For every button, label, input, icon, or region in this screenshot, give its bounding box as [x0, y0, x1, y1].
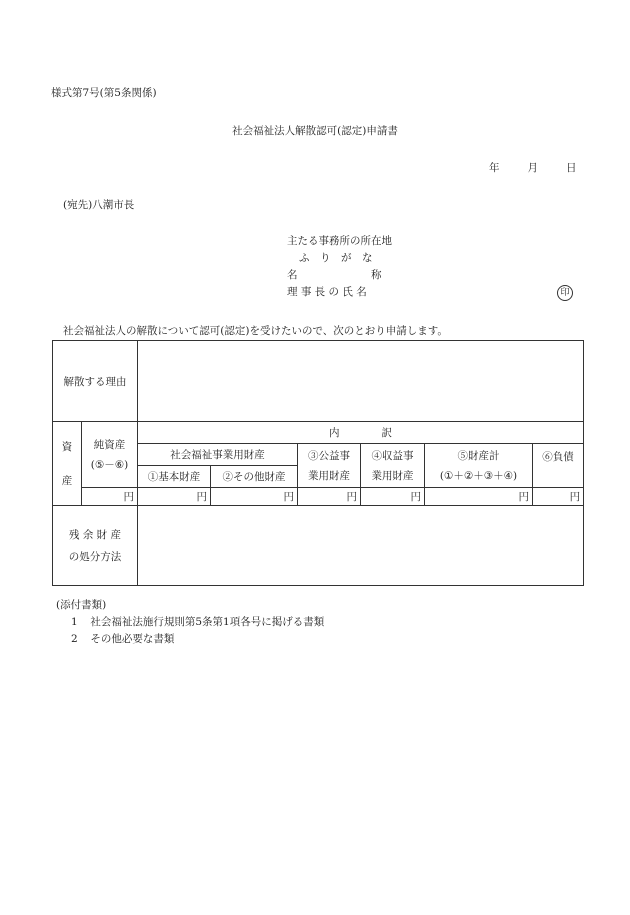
profit-amount[interactable]: 円 — [361, 488, 425, 506]
residual-label — [53, 506, 138, 586]
intro-text: 社会福祉法人の解散について認可(認定)を受けたいので、次のとおり申請します。 — [63, 325, 448, 337]
total-formula: (①＋②＋③＋④) — [439, 469, 518, 482]
total-amount[interactable]: 円 — [425, 488, 533, 506]
residual-label-line2: の処分方法 — [68, 550, 122, 563]
name-label: 名 称 — [287, 269, 382, 281]
breakdown-label: 内 訳 — [138, 422, 584, 444]
assets-label-top: 資 — [61, 440, 73, 453]
profit-line1: ④収益事 — [371, 449, 414, 462]
applicant-block — [287, 233, 577, 301]
attachment-number: 2 — [71, 633, 78, 645]
public-benefit-amount[interactable]: 円 — [298, 488, 361, 506]
total-label: ⑤財産計 — [457, 449, 500, 462]
assets-label-bottom: 産 — [61, 474, 73, 487]
net-assets-amount[interactable]: 円 — [82, 488, 138, 506]
attachment-item — [71, 614, 324, 631]
residual-label-line1: 残 余 財 産 — [68, 528, 121, 541]
furigana-label: ふ り が な — [299, 252, 373, 264]
date-month: 月 — [527, 162, 538, 174]
attachment-item — [71, 631, 324, 648]
assets-label — [53, 422, 82, 506]
basic-assets-header: ①基本財産 — [138, 466, 211, 488]
attachment-number: 1 — [71, 616, 78, 628]
representative-row — [287, 284, 577, 301]
net-assets-header — [82, 422, 138, 488]
basic-assets-amount[interactable]: 円 — [138, 488, 211, 506]
profit-line2: 業用財産 — [371, 469, 414, 482]
reason-label: 解散する理由 — [53, 341, 138, 422]
profit-header — [361, 444, 425, 488]
public-benefit-header — [298, 444, 361, 488]
office-location-label: 主たる事務所の所在地 — [287, 235, 392, 247]
addressee: (宛先)八潮市長 — [63, 199, 135, 211]
net-assets-label: 純資産 — [93, 438, 126, 451]
total-header — [425, 444, 533, 488]
public-benefit-line1: ③公益事 — [308, 449, 350, 462]
public-benefit-line2: 業用財産 — [308, 469, 350, 482]
attachment-text: その他必要な書類 — [90, 633, 175, 645]
other-assets-amount[interactable]: 円 — [211, 488, 298, 506]
attachments-title: (添付書類) — [56, 599, 107, 611]
reason-field[interactable] — [138, 341, 584, 422]
liabilities-amount[interactable]: 円 — [533, 488, 584, 506]
form-number: 様式第7号(第5条関係) — [51, 87, 157, 99]
date-line — [489, 160, 577, 175]
seal-mark: 印 — [557, 285, 573, 301]
date-year: 年 — [489, 162, 500, 174]
residual-row — [53, 506, 584, 586]
liabilities-header: ⑥負債 — [533, 444, 584, 488]
net-assets-formula: (⑤－⑥) — [90, 458, 129, 471]
attachment-text: 社会福祉法施行規則第5条第1項各号に掲げる書類 — [90, 616, 325, 628]
other-assets-header: ②その他財産 — [211, 466, 298, 488]
attachments-list — [71, 614, 324, 648]
reason-row — [53, 341, 584, 422]
social-welfare-label: 社会福祉事業用財産 — [138, 444, 298, 466]
residual-field[interactable] — [138, 506, 584, 586]
amount-row — [53, 488, 584, 506]
application-table — [52, 340, 584, 586]
document-title: 社会福祉法人解散認可(認定)申請書 — [232, 125, 398, 137]
breakdown-header-row — [53, 422, 584, 444]
representative-label: 理 事 長 の 氏 名 — [287, 286, 367, 298]
date-day: 日 — [566, 162, 577, 174]
